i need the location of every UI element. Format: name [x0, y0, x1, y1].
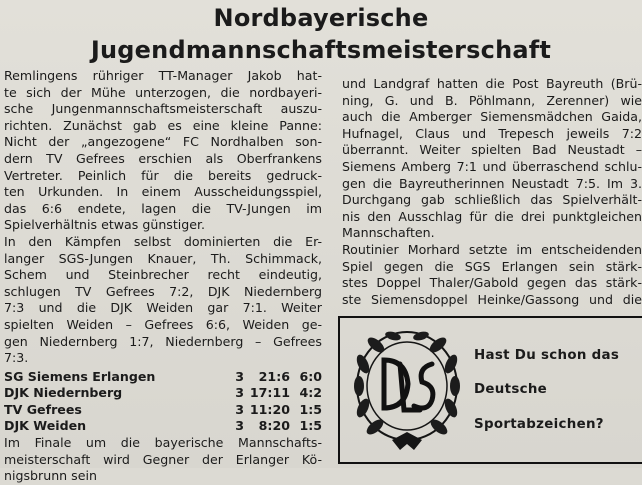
ad-line-1: Hast Du schon das	[474, 348, 620, 363]
ad-line-3: Sportabzeichen?	[474, 417, 604, 432]
text-line: Hufnagel, Claus und Trepesch jeweils 7:2	[342, 125, 642, 141]
text-line: auch die Amberger Siemensmädchen Gaida,	[342, 109, 642, 125]
ad-line-2: Deutsche	[474, 382, 548, 397]
games-played: 3	[235, 401, 244, 417]
standings-row	[4, 402, 322, 419]
standings-table	[4, 369, 322, 435]
game-score: 21:6	[258, 368, 290, 384]
text-line: sche Jungenmannschaftsmeisterschaft auszu-	[4, 101, 322, 117]
text-line: das 6:6 endete, lagen die TV-Jungen im	[4, 200, 322, 216]
text-line: ten Urkunden. In einem Ausscheidungsspiel,	[4, 184, 322, 200]
text-line: Remlingens rühriger TT-Manager Jakob hat-	[4, 68, 322, 83]
game-score: 8:20	[258, 418, 290, 434]
games-played: 3	[235, 418, 244, 434]
standings-row	[4, 369, 322, 386]
headline-line-1: Nordbayerische	[213, 4, 429, 32]
text-line: Siemens Amberg 7:1 und überraschend schlu-	[342, 158, 642, 174]
team-name: SG Siemens Erlangen	[4, 368, 156, 384]
text-line: Schem und Steinbrecher recht eindeutig,	[4, 267, 322, 283]
text-line: nigsbrunn sein	[4, 468, 97, 484]
standings-row	[4, 385, 322, 402]
text-line: ste Siemensdoppel Heinke/Gassong und die	[342, 291, 642, 307]
text-line: Im Finale um die bayerische Mannschafts-	[4, 435, 322, 451]
text-line: In den Kämpfen selbst dominierten die Er-	[4, 233, 322, 249]
text-line: Spielverhältnis etwas günstiger.	[4, 217, 206, 233]
team-name: TV Gefrees	[4, 401, 82, 417]
team-name: DJK Weiden	[4, 418, 87, 434]
text-line: stes Doppel Thaler/Gabold gegen das stärk-	[342, 275, 642, 291]
text-line: Mannschaften.	[342, 225, 435, 241]
game-score: 17:11	[249, 385, 290, 401]
team-name: DJK Niedernberg	[4, 385, 123, 401]
text-line: spielten Weiden – Gefrees 6:6, Weiden ge-	[4, 316, 322, 332]
text-line: nis den Ausschlag für die drei punktgleichen	[342, 208, 642, 224]
text-line: Spiel gegen die SGS Erlangen sein stärk-	[342, 258, 642, 274]
text-line: gen die Bayreutherinnen Neustadt 7:5. Im 3.	[342, 175, 642, 191]
text-line: 7:3.	[4, 350, 29, 366]
points: 6:0	[299, 368, 322, 384]
text-line: richten. Zunächst gab es eine kleine Panne:	[4, 117, 322, 133]
text-line: langer SGS-Jungen Knauer, Th. Schimmack,	[4, 250, 322, 266]
text-line: schlugen TV Gefrees 7:2, DJK Niedernberg	[4, 283, 322, 299]
game-score: 11:20	[249, 401, 290, 417]
text-line: Vertreter. Peinlich für die bereits gedruck-	[4, 167, 322, 183]
text-line: meisterschaft wird Gegner der Erlanger Kö-	[4, 451, 322, 467]
article-left-column	[4, 68, 322, 485]
text-line: ning, G. und B. Pöhlmann, Zerenner) wie	[342, 92, 642, 108]
sportabzeichen-wreath-emblem-icon	[348, 324, 466, 458]
games-played: 3	[235, 385, 244, 401]
text-line: überrannt. Weiter spielten Bad Neustadt –	[342, 142, 642, 158]
games-played: 3	[235, 368, 244, 384]
text-line: dern TV Gefrees erschien als Oberfrankens	[4, 150, 322, 166]
points: 1:5	[299, 418, 322, 434]
text-line: te sich der Mühe unterzogen, die nordbayeri-	[4, 84, 322, 100]
points: 1:5	[299, 401, 322, 417]
sportabzeichen-advertisement	[338, 316, 642, 464]
text-line: gen Niedernberg 1:7, Niedernberg – Gefrees	[4, 333, 322, 349]
article-right-column	[342, 76, 642, 308]
text-line: und Landgraf hatten die Post Bayreuth (Brü-	[342, 76, 642, 91]
text-line: 7:3 und die DJK Weiden gar 7:1. Weiter	[4, 300, 322, 316]
points: 4:2	[299, 385, 322, 401]
text-line: Durchgang gab schließlich das Spielverhält-	[342, 192, 642, 208]
standings-row	[4, 418, 322, 435]
text-line: Nicht der „angezogene“ FC Nordhalben son-	[4, 134, 322, 150]
text-line: Routinier Morhard setzte im entscheidenden	[342, 241, 642, 257]
headline-line-2: Jugendmannschaftsmeisterschaft	[90, 36, 552, 64]
